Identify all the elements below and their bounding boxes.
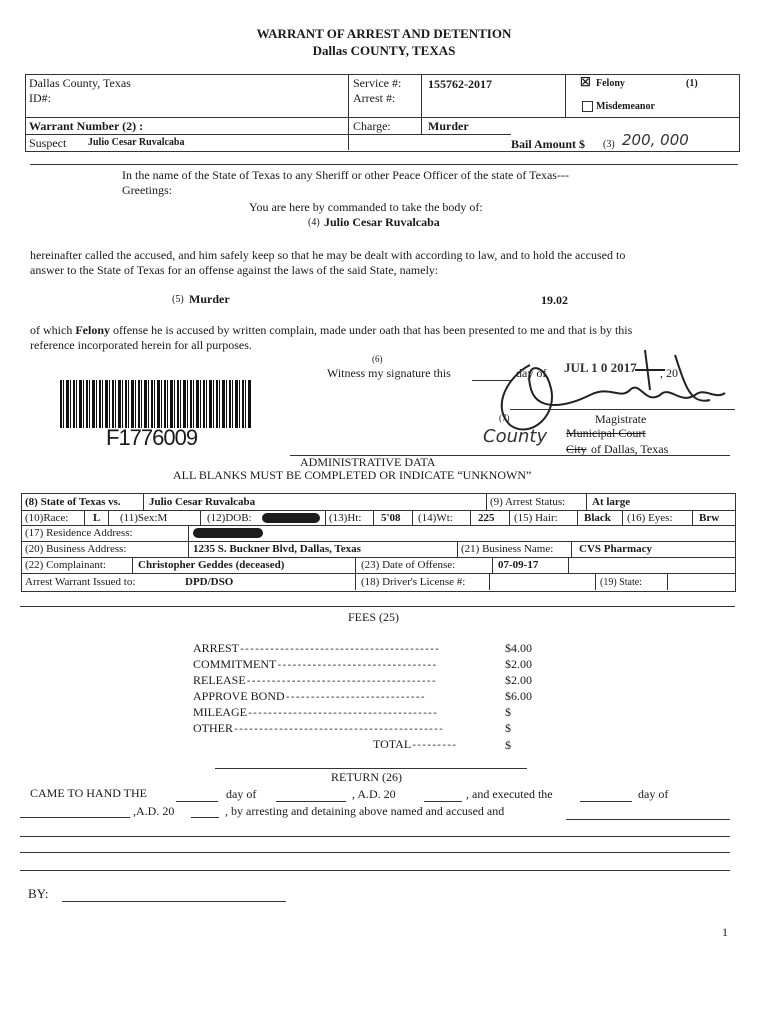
cell-line: [457, 541, 458, 557]
date-stamp: JUL 1 0 2017: [564, 360, 637, 375]
service-number: 155762-2017: [428, 77, 492, 91]
fee-amount: $2.00: [505, 673, 532, 687]
return-executed: , and executed the: [466, 787, 553, 801]
fee-amount: $: [505, 705, 511, 719]
cell-line: [571, 541, 572, 557]
return-ad20: , A.D. 20: [352, 787, 396, 801]
fee-label: OTHER: [193, 721, 233, 735]
blank-line: [276, 801, 346, 802]
divider: [348, 74, 349, 150]
fees-total-amount: $: [505, 738, 511, 752]
cell-line: [577, 510, 578, 525]
arrest-status-label: (9) Arrest Status:: [490, 496, 566, 508]
fees-total-label: TOTAL: [373, 737, 412, 751]
offense-number: (5): [172, 294, 184, 305]
para3-a: of which: [30, 323, 73, 337]
arrest-status-value: At large: [592, 496, 631, 508]
body-line1: In the name of the State of Texas to any Sheriff or other Peace Officer of the state of Texas---: [122, 168, 569, 182]
fee-label: ARREST: [193, 641, 240, 655]
fees-heading: FEES (25): [348, 610, 399, 624]
blank-line: [191, 817, 219, 818]
residence-redaction: [193, 528, 263, 538]
race-value: L: [93, 512, 101, 524]
fee-amount: $: [505, 721, 511, 735]
drivers-license-label: (18) Driver's License #:: [361, 576, 466, 588]
cell-line: [200, 510, 201, 525]
offense-date-label: (23) Date of Offense:: [361, 559, 456, 571]
fee-leader: --------------------------------: [276, 661, 437, 672]
state-vs-value: Julio Cesar Ruvalcaba: [149, 496, 256, 508]
business-address-value: 1235 S. Buckner Blvd, Dallas, Texas: [193, 543, 361, 555]
divider: [30, 164, 738, 165]
para3-c: offense he is accused by written complain, made under oath that has been presented to me and that is by this: [113, 323, 633, 337]
para2: answer to the State of Texas for an offense against the laws of the said State, namely:: [30, 263, 439, 277]
blank-line: [20, 852, 730, 853]
blank-line: [20, 870, 730, 871]
cell-line: [486, 493, 487, 510]
cell-line: [325, 510, 326, 525]
issued-to-value: DPD/DSO: [185, 576, 234, 588]
barcode-text: F1776009: [106, 425, 198, 450]
cell-line: [188, 541, 189, 557]
bail-label: Bail Amount $: [511, 137, 586, 151]
magistrate-label: Magistrate: [595, 412, 647, 426]
state-vs-label: (8) State of Texas vs.: [25, 496, 121, 508]
offense-name: Murder: [189, 292, 230, 306]
misdemeanor-label: Misdemeanor: [596, 101, 655, 112]
blank-line: [424, 801, 462, 802]
class-number: (1): [686, 78, 698, 89]
return-heading: RETURN (26): [331, 770, 402, 784]
hair-value: Black: [584, 512, 611, 524]
municipal-court-struck: Municipal Court: [566, 426, 646, 440]
height-label: (13)Ht:: [329, 512, 362, 524]
divider: [565, 74, 566, 118]
document-subtitle: Dallas COUNTY, TEXAS: [312, 43, 456, 58]
page-number: 1: [722, 925, 728, 939]
of-dallas: of Dallas, Texas: [591, 442, 669, 456]
suspect-value: Julio Cesar Ruvalcaba: [88, 137, 185, 148]
cell-line: [373, 510, 374, 525]
return-day-of-2: day of: [638, 787, 669, 801]
divider: [20, 606, 735, 607]
charge-value: Murder: [428, 119, 469, 133]
warrant-number-label: Warrant Number (2) :: [29, 119, 144, 133]
residence-label: (17) Residence Address:: [25, 527, 133, 539]
fee-row: [193, 657, 436, 674]
eyes-label: (16) Eyes:: [627, 512, 673, 524]
cell-line: [492, 557, 493, 573]
by-label: BY:: [28, 886, 49, 901]
business-name-value: CVS Pharmacy: [579, 543, 653, 555]
return-arresting: , by arresting and detaining above named and accused and: [225, 804, 505, 818]
fee-label: RELEASE: [193, 673, 246, 687]
para4: reference incorporated herein for all purposes.: [30, 338, 252, 352]
fee-row: [193, 673, 436, 690]
blank-line: [176, 801, 218, 802]
business-address-label: (20) Business Address:: [25, 543, 127, 555]
felony-checkbox[interactable]: ☒: [580, 75, 591, 89]
fees-total: [373, 737, 456, 754]
signature-blank: [62, 901, 286, 902]
cell-line: [667, 573, 668, 590]
year-prefix: , 20: [660, 366, 678, 380]
offense-code: 19.02: [541, 293, 568, 307]
fee-leader: ----------------------------: [284, 693, 425, 704]
cell-line: [188, 525, 189, 541]
issued-to-label: Arrest Warrant Issued to:: [25, 576, 136, 588]
fee-leader: --------------------------------------: [247, 709, 438, 720]
command-text: You are here by commanded to take the body of:: [249, 200, 483, 214]
blank-line: [20, 836, 730, 837]
accused-number: (4): [308, 217, 320, 228]
cell-line: [568, 557, 569, 573]
day-of-label: day of: [516, 366, 547, 380]
divider: [215, 768, 527, 769]
witness-label: Witness my signature this: [327, 366, 451, 380]
cell-line: [489, 573, 490, 590]
fee-row: [193, 721, 443, 738]
fee-label: APPROVE BOND: [193, 689, 285, 703]
bail-amount: 200, 000: [622, 131, 689, 149]
weight-label: (14)Wt:: [418, 512, 453, 524]
charge-label: Charge:: [353, 119, 391, 133]
fee-row: [193, 641, 439, 658]
magistrate-number: (7): [499, 413, 510, 423]
height-value: 5'08: [381, 512, 401, 524]
witness-number: (6): [372, 354, 383, 364]
bail-number: (3): [603, 139, 615, 150]
cell-line: [586, 493, 587, 510]
cell-line: [595, 573, 596, 590]
fee-amount: $6.00: [505, 689, 532, 703]
offense-date-value: 07-09-17: [498, 559, 539, 571]
dob-label: (12)DOB:: [207, 512, 252, 524]
cell-line: [470, 510, 471, 525]
misdemeanor-checkbox[interactable]: [582, 101, 593, 112]
cell-line: [355, 573, 356, 590]
blank-line: [20, 817, 130, 818]
fee-amount: $4.00: [505, 641, 532, 655]
para3-start: [30, 323, 632, 337]
divider: [25, 117, 739, 118]
service-label: Service #:: [353, 76, 402, 90]
cell-line: [412, 510, 413, 525]
para3-felony: Felony: [75, 323, 110, 337]
cell-line: [108, 510, 109, 525]
fee-row: [193, 705, 437, 722]
dl-state-label: (19) State:: [600, 577, 642, 588]
fee-row: [193, 689, 425, 706]
weight-value: 225: [478, 512, 495, 524]
felony-label: Felony: [596, 78, 625, 89]
eyes-value: Brw: [699, 512, 720, 524]
divider: [421, 74, 422, 134]
divider: [25, 134, 511, 135]
cell-line: [84, 510, 85, 525]
cell-line: [132, 557, 133, 573]
document-title: WARRANT OF ARREST AND DETENTION: [256, 26, 512, 41]
return-ad20-b: ,A.D. 20: [133, 804, 175, 818]
id-label: ID#:: [29, 91, 51, 105]
fee-leader: --------------------------------------: [245, 677, 436, 688]
accused-name: Julio Cesar Ruvalcaba: [324, 215, 440, 229]
fee-label: COMMITMENT: [193, 657, 277, 671]
hair-label: (15) Hair:: [514, 512, 558, 524]
city-struck: City: [566, 442, 587, 456]
row-line: [21, 573, 735, 574]
complainant-label: (22) Complainant:: [25, 559, 106, 571]
fee-leader: ------------------------------------------: [233, 725, 444, 736]
complainant-value: Christopher Geddes (deceased): [138, 559, 285, 571]
para1: hereinafter called the accused, and him safely keep so that he may be dealt with according to law, and to hold the accused to: [30, 248, 626, 262]
admin-heading: ADMINISTRATIVE DATA: [300, 455, 436, 469]
blank-line: [566, 819, 730, 820]
fees-total-leader: ---------: [411, 741, 457, 752]
business-name-label: (21) Business Name:: [461, 543, 554, 555]
barcode: [60, 380, 252, 428]
blank-line: [580, 801, 632, 802]
greetings: Greetings:: [122, 183, 172, 197]
cell-line: [622, 510, 623, 525]
fee-amount: $2.00: [505, 657, 532, 671]
cell-line: [143, 493, 144, 510]
race-label: (10)Race:: [25, 512, 69, 524]
suspect-label: Suspect: [29, 136, 67, 150]
signature-line: [510, 409, 735, 410]
fee-leader: ----------------------------------------: [239, 645, 440, 656]
return-day-of: day of: [226, 787, 257, 801]
county-label: Dallas County, Texas: [29, 76, 131, 90]
came-to-hand: CAME TO HAND THE: [30, 786, 148, 800]
dob-redaction: [262, 513, 320, 523]
county-handwritten: County: [483, 426, 548, 447]
sex-label: (11)Sex:M: [120, 512, 168, 524]
admin-subheading: ALL BLANKS MUST BE COMPLETED OR INDICATE “UNKNOWN”: [173, 468, 532, 482]
cell-line: [355, 557, 356, 573]
arrest-number-label: Arrest #:: [353, 91, 396, 105]
fee-label: MILEAGE: [193, 705, 247, 719]
cell-line: [509, 510, 510, 525]
cell-line: [692, 510, 693, 525]
